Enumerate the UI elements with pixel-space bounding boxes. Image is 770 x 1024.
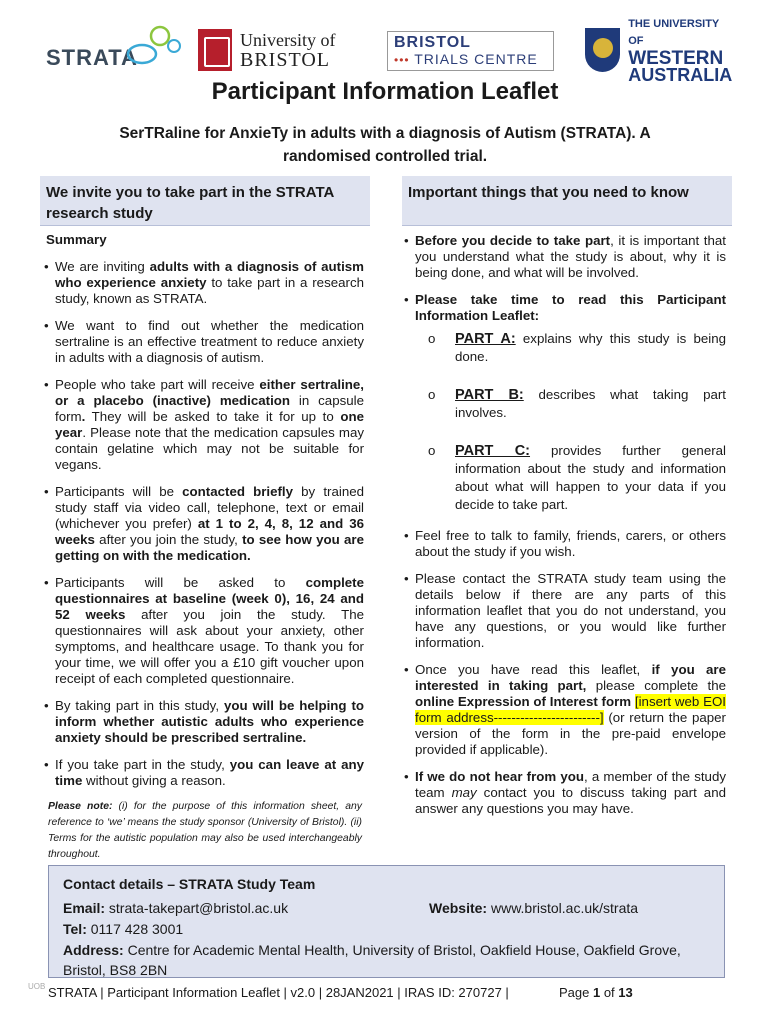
right-column: [404, 233, 726, 828]
uwa-logo-line1: THE UNIVERSITY OF: [628, 18, 720, 47]
left-column: [44, 232, 364, 800]
strata-logo: [46, 22, 186, 78]
page-title: Participant Information Leaflet: [211, 78, 559, 105]
strata-logo-text: STRATA: [46, 45, 138, 70]
list-item: • By taking part in this study, you will be helping to inform whether autistic adults who experience anxiety should be prescribed sertraline.: [44, 698, 364, 746]
list-item: • We are inviting adults with a diagnosis of autism who experience anxiety to take part in a research study, known as STRATA.: [44, 259, 364, 307]
list-item: • Please take time to read this Participant Information Leaflet: o PART A: explains why this study is being done. o PART B: describes what taking part involves. o PART C: provides further general information about the study and information about what will happen to your data if you decide to take part.: [404, 292, 726, 514]
contact-website[interactable]: www.bristol.ac.uk/strata: [487, 900, 639, 916]
btc-logo-line2: TRIALS CENTRE: [414, 50, 538, 67]
contact-address: Centre for Academic Mental Health, University of Bristol, Oakfield House, Oakfield Grove, Bristol, BS8 2BN: [63, 942, 681, 978]
uwa-logo-line2: WESTERN: [628, 48, 724, 69]
list-item: • Feel free to talk to family, friends, carers, or others about the study if you wish.: [404, 528, 726, 560]
uwa-shield-icon: [585, 28, 620, 72]
summary-heading: Summary: [46, 232, 107, 247]
uwa-logo: [585, 18, 735, 85]
important-list: [404, 233, 726, 817]
bristol-logo: [198, 22, 373, 78]
trials-centre-logo: [387, 31, 554, 71]
footer-tag: UOB: [28, 982, 46, 991]
page-number: Page 1 of 13: [559, 985, 633, 1000]
list-item: • Participants will be asked to complete questionnaires at baseline (week 0), 16, 24 and 52 weeks after you join the study. The questionnaires will ask about your anxiety, other symptoms, and healthcare usage. To thank you for your time, we will offer you a £10 gift voucher upon receipt of each completed questionnaire.: [44, 575, 364, 687]
contact-tel: 0117 428 3001: [86, 921, 184, 937]
important-heading: Important things that you need to know: [402, 176, 732, 226]
contact-box: Contact details – STRATA Study Team Email: strata-takepart@bristol.ac.uk Website: www.bristol.ac.uk/strata Tel: 0117 428 3001 Address: Centre for Academic Mental Health, University of Bristol, Oakfield House, Oakfield Grove, Bristol, BS8 2BN: [48, 865, 725, 978]
btc-logo-line1: BRISTOL: [394, 33, 471, 51]
bristol-crest-icon: [198, 29, 232, 71]
parts-list: [415, 330, 726, 514]
bristol-logo-line2: BRISTOL: [240, 49, 330, 71]
logo-strip: [40, 18, 733, 85]
uwa-logo-line3: AUSTRALIA: [628, 65, 733, 85]
part-b-item: o PART B: describes what taking part involves.: [415, 386, 726, 422]
page-subtitle: SerTRaline for AnxieTy in adults with a diagnosis of Autism (STRATA). A randomised controlled trial.: [119, 125, 651, 165]
contact-heading: Contact details – STRATA Study Team: [63, 876, 316, 892]
list-item: • People who take part will receive either sertraline, or a placebo (inactive) medication in capsule form. They will be asked to take it for up to one year. Please note that the medication capsules may contain gelatine which may not be suitable for vegans.: [44, 377, 364, 473]
bristol-logo-line1: University of: [240, 30, 336, 50]
list-item: • Participants will be contacted briefly by trained study staff via video call, telephone, text or email (whichever you prefer) at 1 to 2, 4, 8, 12 and 36 weeks after you join the study, to see how you are getting on with the medication.: [44, 484, 364, 564]
btc-dots-icon: •••: [394, 52, 410, 67]
list-item: • Once you have read this leaflet, if you are interested in taking part, please complete the online Expression of Interest form [insert web EOI form address------------------------] (or return the paper version of the form in the pre-paid envelope provided if applicable).: [404, 662, 726, 758]
invite-heading: We invite you to take part in the STRATA research study: [40, 176, 370, 226]
list-item: • If we do not hear from you, a member of the study team may contact you to discuss taking part and answer any questions you may have.: [404, 769, 726, 817]
list-item: • Before you decide to take part, it is important that you understand what the study is about, why it is being done, and what will be involved.: [404, 233, 726, 281]
list-item: • We want to find out whether the medication sertraline is an effective treatment to reduce anxiety in adults with a diagnosis of autism.: [44, 318, 364, 366]
summary-list: [44, 259, 364, 789]
footer-text: STRATA | Participant Information Leaflet | v2.0 | 28JAN2021 | IRAS ID: 270727 |: [48, 985, 509, 1000]
contact-email[interactable]: strata-takepart@bristol.ac.uk: [105, 900, 289, 916]
part-a-item: o PART A: explains why this study is being done.: [415, 330, 726, 366]
part-c-item: o PART C: provides further general information about the study and information about what will happen to your data if you decide to take part.: [415, 442, 726, 514]
list-item: • Please contact the STRATA study team using the details below if there are any parts of this information leaflet that you do not understand, you have any questions, or you would like further information.: [404, 571, 726, 651]
please-note: Please note: (i) for the purpose of this information sheet, any reference to ‘we’ means the study sponsor (University of Bristol). (ii) Terms for the autistic population may also be used interchangeably throughout.: [48, 801, 363, 860]
eoi-placeholder: [insert web EOI form address------------------------]: [415, 694, 726, 725]
strata-rings-icon: [124, 22, 184, 72]
list-item: • If you take part in the study, you can leave at any time without giving a reason.: [44, 757, 364, 789]
